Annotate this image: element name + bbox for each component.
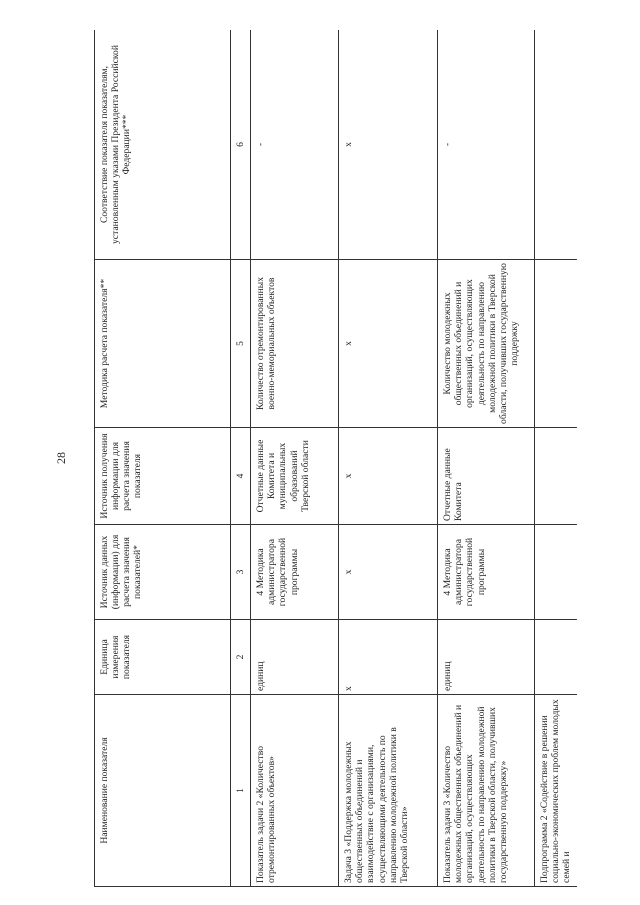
info-source-cell: х	[339, 428, 438, 525]
column-number: 4	[231, 428, 251, 525]
rotated-table-content	[94, 30, 577, 887]
page-number: 28	[54, 452, 68, 464]
method-cell: Количество молодежных общественных объединений и организаций, осуществляющих деятельность по направлению молодежной политики в Тверской области, получивших государственную поддержку	[438, 260, 535, 428]
method-cell: х	[339, 260, 438, 428]
indicator-name: Показатель задачи 2 «Количество отремонтированных объектов»	[251, 695, 339, 887]
compliance-cell: х	[339, 30, 438, 260]
subprogram-name: Подпрограмма 2 «Содействие в решении социально-экономических проблем молодых семей и	[535, 695, 577, 887]
data-source-cell	[535, 525, 577, 620]
header-cell: Методика расчета показателя**	[95, 260, 231, 428]
data-source-cell: 4 Методика администратора государственной программы	[438, 525, 535, 620]
header-cell: Источник получения информации для расчета значения показателя	[95, 428, 231, 525]
unit-cell: х	[339, 620, 438, 695]
table-row	[438, 30, 535, 887]
table-row	[251, 30, 339, 887]
column-number-row	[231, 30, 251, 887]
compliance-cell: -	[438, 30, 535, 260]
unit-cell: единиц	[438, 620, 535, 695]
indicator-name: Показатель задачи 3 «Количество молодежных общественных объединений и организаций, осуществляющих деятельность по направлению молодежной политики в Тверской области, получивших государственную поддержку»	[438, 695, 535, 887]
data-source-cell: х	[339, 525, 438, 620]
table-row	[339, 30, 438, 887]
info-source-cell: Отчетные данные Комитета и муниципальных образований Тверской области	[251, 428, 339, 525]
info-source-cell	[535, 428, 577, 525]
table-row	[535, 30, 577, 887]
table-header-row	[95, 30, 231, 887]
column-number: 5	[231, 260, 251, 428]
info-source-cell: Отчетные данные Комитета	[438, 428, 535, 525]
column-number: 3	[231, 525, 251, 620]
rotated-table-frame	[94, 30, 577, 887]
unit-cell: единиц	[251, 620, 339, 695]
header-cell: Источник данных (информации) для расчета значения показателей*	[95, 525, 231, 620]
data-source-cell: 4 Методика администратора государственной программы	[251, 525, 339, 620]
method-cell: Количество отремонтированных военно-мемориальных объектов	[251, 260, 339, 428]
header-cell: Наименование показателя	[95, 695, 231, 887]
compliance-cell: -	[251, 30, 339, 260]
method-cell	[535, 260, 577, 428]
column-number: 2	[231, 620, 251, 695]
unit-cell	[535, 620, 577, 695]
header-cell: Единица измерения показателя	[95, 620, 231, 695]
indicators-table	[94, 30, 577, 887]
header-cell: Соответствие показателя показателям, установленным указами Президента Российской Федерации***	[95, 30, 231, 260]
task-name: Задача 3 «Поддержка молодежных общественных объединений и взаимодействие с организациями, осуществляющими деятельность по направлению молодежной политики в Тверской области»	[339, 695, 438, 887]
compliance-cell	[535, 30, 577, 260]
column-number: 6	[231, 30, 251, 260]
column-number: 1	[231, 695, 251, 887]
